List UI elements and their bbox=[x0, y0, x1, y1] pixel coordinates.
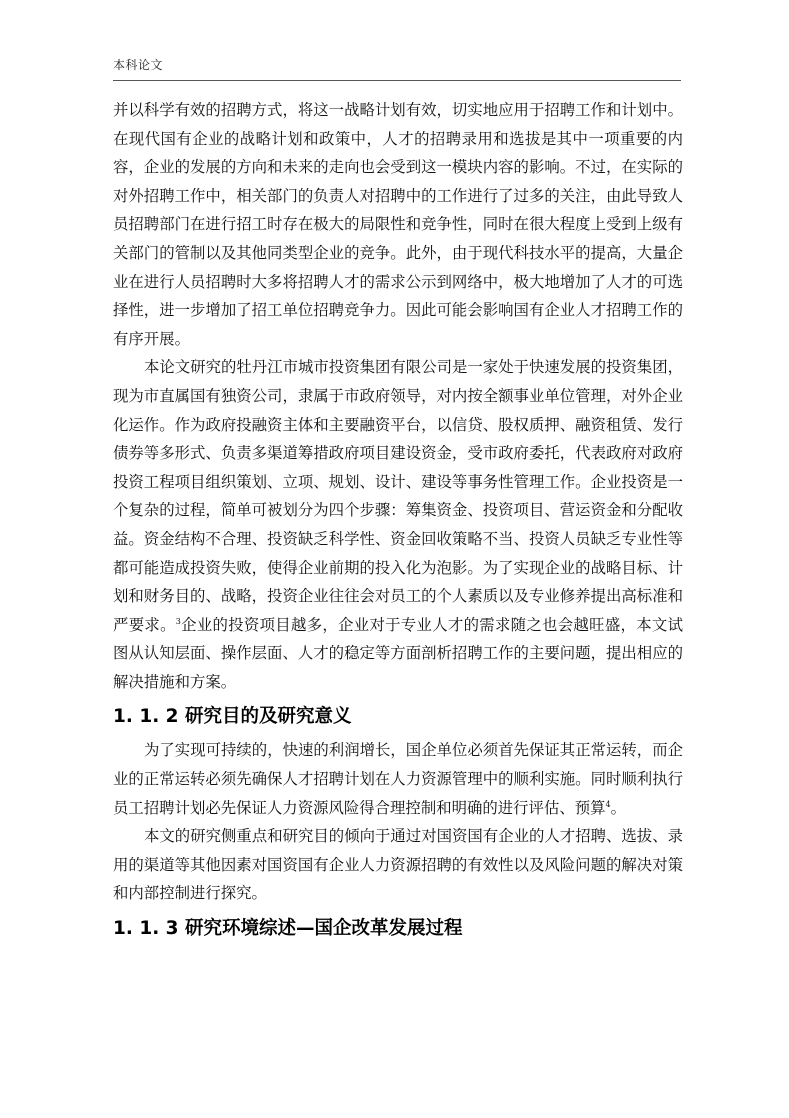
paragraph-continuation: 并以科学有效的招聘方式，将这一战略计划有效，切实地应用于招聘工作和计划中。 在现代国有企业的战略计划和政策中，人才的招聘录用和选拔是其中一项重要的内容，企业的发展的方向和未来的走向也会受到这一模块内容的影响。不过，在实际的对外招聘工作中，相关部门的负责人对招聘中的工作进行了过多的关注，由此导致人员招聘部门在进行招工时存在极大的局限性和竞争性，同时在很大程度上受到上级有关部门的管制以及其他同类型企业的竞争。此外，由于现代科技水平的提高，大量企业在进行人员招聘时大多将招聘人才的需求公示到网络中，极大地增加了人才的可选择性，进一步增加了招工单位招聘竞争力。因此可能会影响国有企业人才招聘工作的有序开展。 bbox=[113, 101, 683, 348]
paragraph-text: 为了实现可持续的，快速的利润增长，国企单位必须首先保证其正常运转，而企业的正常运转必须先确保人才招聘计划在人力资源管理中的顺利实施。同时顺利执行员工招聘计划必先保证人力资源风险得合理控制和明确的进行评估、预算 bbox=[113, 741, 683, 817]
paragraph-text: 。 bbox=[610, 798, 627, 817]
paragraph-text: 企业的投资项目越多，企业对于专业人才的需求随之也会越旺盛，本文试图从认知层面、操作层面、人才的稳定等方面剖析招聘工作的主要问题，提出相应的解决措施和方案。 bbox=[113, 615, 683, 691]
paragraph-research-focus: 本文的研究侧重点和研究目的倾向于通过对国资国有企业的人才招聘、选拔、录用的渠道等其他因素对国资国有企业人力资源招聘的有效性以及风险问题的解决对策和内部控制进行探究。 bbox=[113, 827, 683, 903]
paragraph-research-purpose bbox=[113, 736, 683, 822]
header-rule bbox=[113, 80, 681, 81]
footnote-ref-3[interactable]: 3 bbox=[175, 616, 181, 626]
document-body bbox=[113, 96, 683, 948]
paragraph-text: 本论文研究的牡丹江市城市投资集团有限公司是一家处于快速发展的投资集团，现为市直属国有独资公司，隶属于市政府领导，对内按全额事业单位管理，对外企业化运作。作为政府投融资主体和主要融资平台，以信贷、股权质押、融资租赁、发行债券等多形式、负责多渠道筹措政府项目建设资金，受市政府委托，代表政府对政府投资工程项目组织策划、立项、规划、设计、建设等事务性管理工作。企业投资是一个复杂的过程，简单可被划分为四个步骤：筹集资金、投资项目、营运资金和分配收益。资金结构不合理、投资缺乏科学性、资金回收策略不当、投资人员缺乏专业性等都可能造成投资失败，使得企业前期的投入化为泡影。为了实现企业的战略目标、计划和财务目的、战略，投资企业往往会对员工的个人素质以及专业修养提出高标准和严要求。 bbox=[113, 358, 683, 634]
running-header: 本科论文 bbox=[113, 58, 164, 72]
section-heading-1-1-3: 1. 1. 3 研究环境综述—国企改革发展过程 bbox=[113, 918, 463, 940]
paragraph-company-overview bbox=[113, 353, 683, 696]
footnote-ref-4[interactable]: 4 bbox=[605, 799, 611, 809]
section-heading-1-1-2: 1. 1. 2 研究目的及研究意义 bbox=[113, 706, 352, 728]
